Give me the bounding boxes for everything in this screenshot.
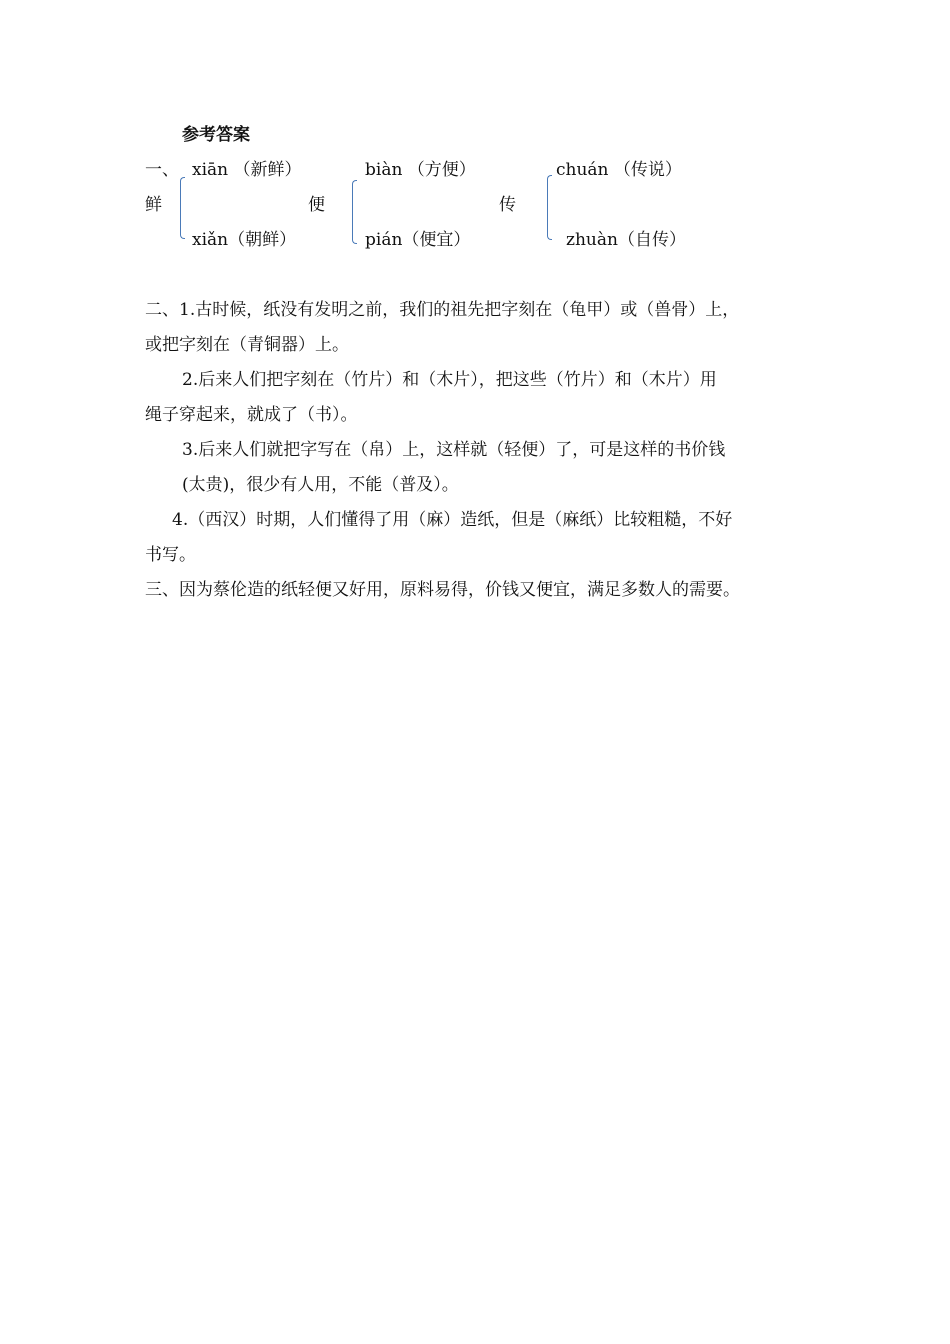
group3-brace bbox=[547, 175, 552, 240]
section3-line1: 三、因为蔡伦造的纸轻便又好用，原料易得，价钱又便宜，满足多数人的需要。 bbox=[145, 580, 740, 600]
group2-bottom-reading: pián（便宜） bbox=[365, 230, 471, 250]
section1-label: 一、 bbox=[145, 160, 179, 180]
section2-line8: 书写。 bbox=[145, 545, 196, 565]
group3-bottom-reading: zhuàn（自传） bbox=[566, 230, 686, 250]
group2-char: 便 bbox=[308, 195, 325, 215]
group1-char: 鲜 bbox=[145, 195, 162, 215]
section2-line1: 二、1.古时候，纸没有发明之前，我们的祖先把字刻在（龟甲）或（兽骨）上， bbox=[145, 300, 740, 320]
group3-char: 传 bbox=[499, 195, 516, 215]
group1-bottom-reading: xiǎn（朝鲜） bbox=[192, 230, 297, 250]
group3-top-reading: chuán （传说） bbox=[556, 160, 682, 180]
section2-line4: 绳子穿起来，就成了（书）。 bbox=[145, 405, 358, 425]
group1-top-reading: xiān （新鲜） bbox=[192, 160, 302, 180]
section2-line5: 3.后来人们就把字写在（帛）上，这样就（轻便）了，可是这样的书价钱 bbox=[182, 440, 726, 460]
section2-line2: 或把字刻在（青铜器）上。 bbox=[145, 335, 349, 355]
section2-line3: 2.后来人们把字刻在（竹片）和（木片），把这些（竹片）和（木片）用 bbox=[182, 370, 717, 390]
answer-title: 参考答案 bbox=[182, 125, 250, 145]
section2-line7: 4.（西汉）时期，人们懂得了用（麻）造纸，但是（麻纸）比较粗糙，不好 bbox=[172, 510, 733, 530]
section2-line6: (太贵)，很少有人用，不能（普及）。 bbox=[182, 475, 459, 495]
group2-top-reading: biàn （方便） bbox=[365, 160, 476, 180]
group1-brace bbox=[180, 177, 185, 239]
group2-brace bbox=[352, 180, 357, 244]
